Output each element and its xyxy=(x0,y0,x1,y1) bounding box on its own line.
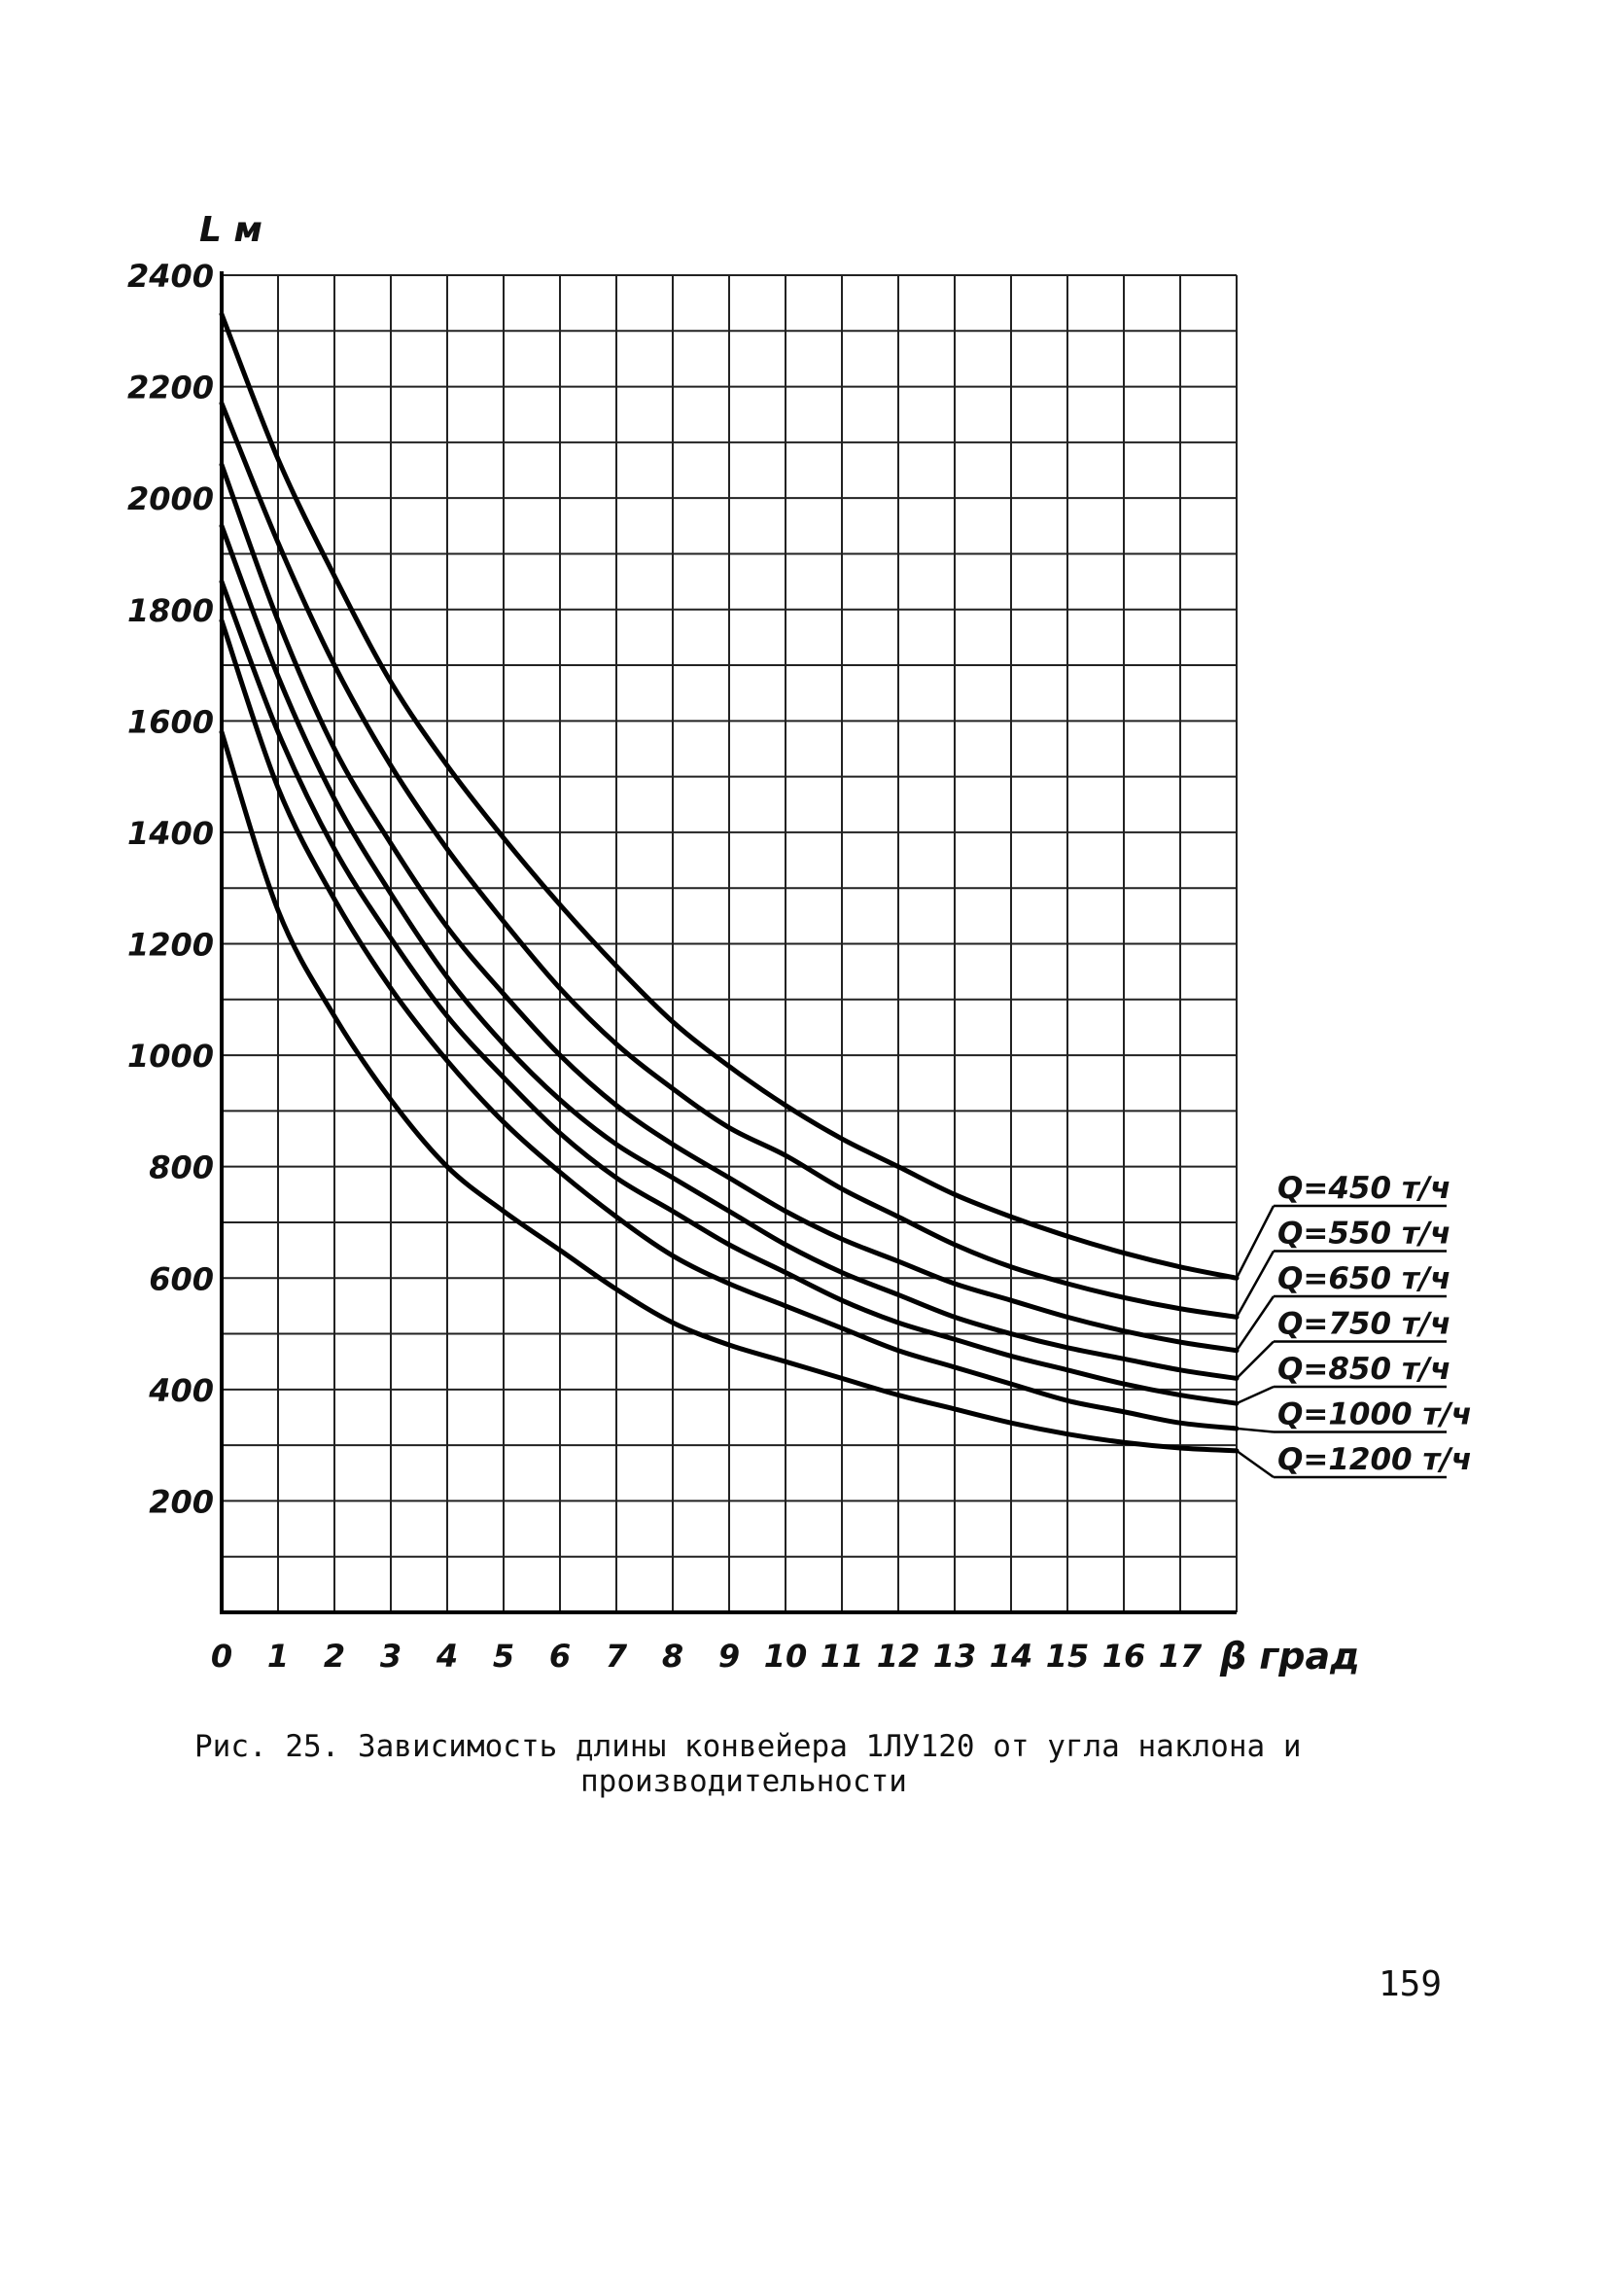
x-axis-label: β град xyxy=(1220,1635,1360,1678)
x-tick-label: 6 xyxy=(548,1638,572,1675)
legend-label: Q=450 т/ч xyxy=(1277,1171,1451,1206)
y-tick-label: 2000 xyxy=(126,480,214,518)
x-tick-label: 0 xyxy=(210,1638,233,1675)
legend-label: Q=1200 т/ч xyxy=(1277,1442,1472,1477)
x-tick-label: 4 xyxy=(436,1638,459,1675)
legend-leader-line xyxy=(1237,1451,1274,1477)
x-tick-label: 14 xyxy=(989,1638,1033,1675)
x-tick-label: 13 xyxy=(932,1638,977,1675)
x-tick-label: 7 xyxy=(605,1638,628,1675)
x-tick-label: 10 xyxy=(763,1638,808,1675)
y-tick-label: 800 xyxy=(149,1148,214,1186)
y-tick-label: 2400 xyxy=(126,258,214,295)
x-tick-label: 3 xyxy=(379,1638,402,1675)
y-axis-label: L м xyxy=(199,210,262,250)
legend-label: Q=550 т/ч xyxy=(1277,1216,1451,1252)
y-tick-label: 2200 xyxy=(126,369,214,406)
y-tick-label: 1400 xyxy=(126,814,214,852)
y-tick-label: 1200 xyxy=(126,926,214,964)
legend-label: Q=750 т/ч xyxy=(1277,1306,1451,1342)
x-tick-label: 17 xyxy=(1158,1638,1203,1675)
y-tick-label: 400 xyxy=(149,1371,214,1409)
figure-caption xyxy=(194,1729,1361,1799)
legend-leader-line xyxy=(1237,1252,1274,1318)
caption-line-2: производительности xyxy=(580,1764,907,1799)
legend-label: Q=850 т/ч xyxy=(1277,1352,1451,1387)
x-tick-label: 5 xyxy=(492,1638,515,1675)
legend-leader-line xyxy=(1237,1206,1274,1278)
x-tick-label: 11 xyxy=(820,1638,864,1675)
x-tick-label: 12 xyxy=(876,1638,921,1675)
legend-label: Q=1000 т/ч xyxy=(1277,1396,1472,1432)
x-tick-label: 8 xyxy=(661,1638,684,1675)
x-tick-label: 16 xyxy=(1101,1638,1146,1675)
page-number: 159 xyxy=(1379,1964,1443,2004)
y-tick-label: 1000 xyxy=(126,1038,214,1076)
y-tick-label: 200 xyxy=(149,1483,214,1521)
legend-leader-line xyxy=(1237,1429,1274,1432)
y-tick-label: 1600 xyxy=(126,703,214,741)
legend-label: Q=650 т/ч xyxy=(1277,1261,1451,1296)
x-tick-label: 2 xyxy=(323,1638,346,1675)
y-tick-label: 1800 xyxy=(126,591,214,629)
legend-leader-line xyxy=(1237,1342,1274,1379)
y-tick-label: 600 xyxy=(149,1260,214,1298)
legend-leader-line xyxy=(1237,1387,1274,1403)
x-tick-label: 1 xyxy=(266,1638,290,1675)
caption-line-1: Рис. 25. Зависимость длины конвейера 1ЛУ120 от угла наклона и xyxy=(194,1729,1302,1764)
legend-leader-line xyxy=(1237,1296,1274,1351)
x-tick-label: 9 xyxy=(717,1638,741,1675)
x-tick-label: 15 xyxy=(1045,1638,1090,1675)
